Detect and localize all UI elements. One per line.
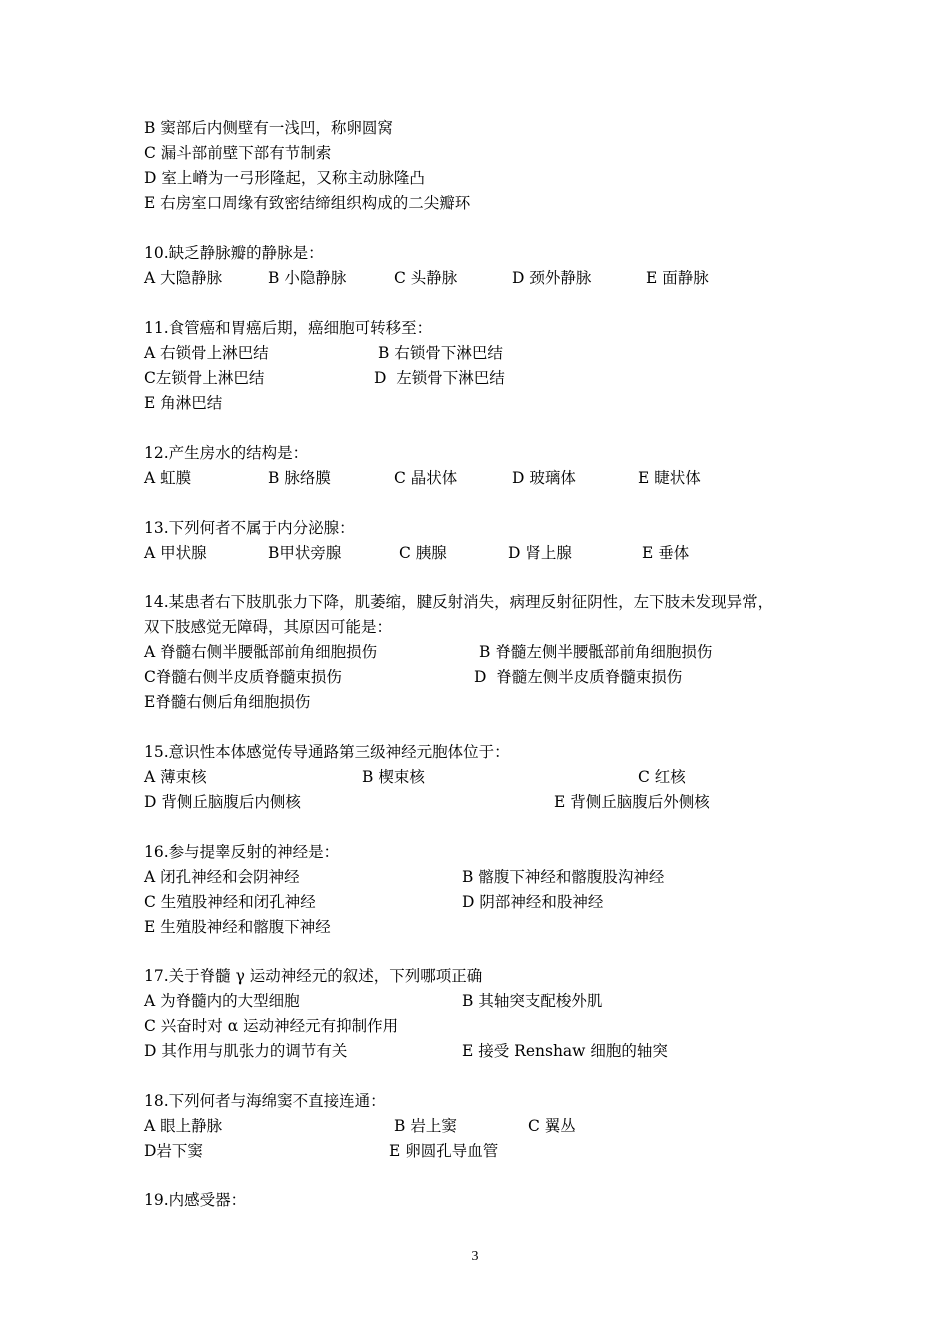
option-text: D 颈外静脉 bbox=[512, 269, 592, 287]
question-stem: 10.缺乏静脉瓣的静脉是： bbox=[144, 244, 324, 262]
option-text: B 脉络膜 bbox=[268, 469, 331, 487]
question-stem: 11.食管癌和胃癌后期，癌细胞可转移至： bbox=[144, 319, 433, 337]
option-text: D 阴部神经和股神经 bbox=[462, 893, 604, 911]
option-text: A 闭孔神经和会阴神经 bbox=[144, 868, 300, 886]
option-text: A 大隐静脉 bbox=[144, 269, 223, 287]
option-text: C 胰腺 bbox=[399, 544, 447, 562]
option-text: E 生殖股神经和髂腹下神经 bbox=[144, 918, 331, 936]
option-text: B 其轴突支配梭外肌 bbox=[462, 992, 603, 1010]
option-text: E 睫状体 bbox=[638, 469, 701, 487]
option-text: D 脊髓左侧半皮质脊髓束损伤 bbox=[474, 668, 683, 686]
option-text: E 面静脉 bbox=[646, 269, 709, 287]
option-text: D岩下窦 bbox=[144, 1142, 203, 1160]
question-stem: 14.某患者右下肢肌张力下降，肌萎缩，腱反射消失，病理反射征阴性，左下肢未发现异常， bbox=[144, 593, 774, 611]
option-text: A 为脊髓内的大型细胞 bbox=[144, 992, 300, 1010]
question-stem: 15.意识性本体感觉传导通路第三级神经元胞体位于： bbox=[144, 743, 510, 761]
option-text: E脊髓右侧后角细胞损伤 bbox=[144, 693, 311, 711]
option-text: D 其作用与肌张力的调节有关 bbox=[144, 1042, 348, 1060]
option-text: A 右锁骨上淋巴结 bbox=[144, 344, 269, 362]
option-text: B 右锁骨下淋巴结 bbox=[378, 344, 503, 362]
option-text: A 脊髓右侧半腰骶部前角细胞损伤 bbox=[144, 643, 378, 661]
option-text: C 头静脉 bbox=[394, 269, 458, 287]
option-text: A 虹膜 bbox=[144, 469, 192, 487]
question-stem: 12.产生房水的结构是： bbox=[144, 444, 309, 462]
option-text: D 背侧丘脑腹后内侧核 bbox=[144, 793, 301, 811]
option-text: D 肾上腺 bbox=[508, 544, 572, 562]
option-text: B 髂腹下神经和髂腹股沟神经 bbox=[462, 868, 665, 886]
option-text: E 卵圆孔导血管 bbox=[389, 1142, 499, 1160]
option-text: C 兴奋时对 α 运动神经元有抑制作用 bbox=[144, 1017, 399, 1035]
option-text: C 晶状体 bbox=[394, 469, 458, 487]
option-text: E 角淋巴结 bbox=[144, 394, 223, 412]
option-text: B 楔束核 bbox=[362, 768, 425, 786]
option-text: E 右房室口周缘有致密结缔组织构成的二尖瓣环 bbox=[144, 194, 471, 212]
question-stem: 16.参与提睾反射的神经是： bbox=[144, 843, 340, 861]
page-number: 3 bbox=[471, 1249, 479, 1264]
option-text: B 窦部后内侧壁有一浅凹，称卵圆窝 bbox=[144, 119, 393, 137]
option-text: B 小隐静脉 bbox=[268, 269, 347, 287]
option-text: E 接受 Renshaw 细胞的轴突 bbox=[462, 1042, 668, 1060]
option-text: C 漏斗部前壁下部有节制索 bbox=[144, 144, 332, 162]
option-text: E 背侧丘脑腹后外侧核 bbox=[554, 793, 710, 811]
option-text: C左锁骨上淋巴结 bbox=[144, 369, 265, 387]
option-text: A 眼上静脉 bbox=[144, 1117, 223, 1135]
question-stem: 双下肢感觉无障碍，其原因可能是： bbox=[144, 618, 393, 636]
option-text: B 脊髓左侧半腰骶部前角细胞损伤 bbox=[479, 643, 713, 661]
option-text: B甲状旁腺 bbox=[268, 544, 342, 562]
option-text: D 左锁骨下淋巴结 bbox=[374, 369, 505, 387]
option-text: D 室上嵴为一弓形隆起，又称主动脉隆凸 bbox=[144, 169, 425, 187]
option-text: C 红核 bbox=[638, 768, 686, 786]
option-text: C脊髓右侧半皮质脊髓束损伤 bbox=[144, 668, 342, 686]
option-text: C 生殖股神经和闭孔神经 bbox=[144, 893, 316, 911]
question-stem: 19.内感受器： bbox=[144, 1191, 247, 1209]
option-text: D 玻璃体 bbox=[512, 469, 576, 487]
option-text: E 垂体 bbox=[642, 544, 690, 562]
option-text: A 甲状腺 bbox=[144, 544, 207, 562]
question-stem: 13.下列何者不属于内分泌腺： bbox=[144, 519, 355, 537]
option-text: B 岩上窦 bbox=[394, 1117, 457, 1135]
question-stem: 18.下列何者与海绵窦不直接连通： bbox=[144, 1092, 386, 1110]
question-stem: 17.关于脊髓 γ 运动神经元的叙述，下列哪项正确 bbox=[144, 967, 483, 985]
option-text: A 薄束核 bbox=[144, 768, 207, 786]
option-text: C 翼丛 bbox=[528, 1117, 576, 1135]
